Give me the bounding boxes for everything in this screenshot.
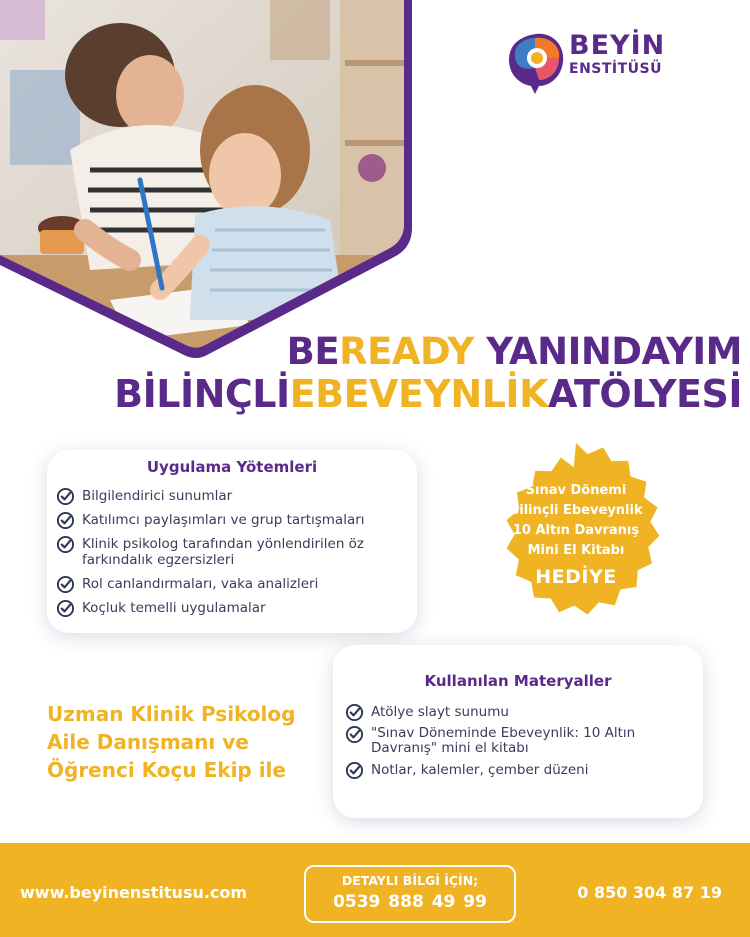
- list-item: [56, 600, 406, 616]
- gift-badge: [486, 441, 666, 621]
- list-item-text: Notlar, kalemler, çember düzeni: [371, 762, 589, 778]
- list-item: [345, 704, 690, 720]
- headline-line-2: [114, 372, 742, 416]
- check-circle-icon: [56, 575, 75, 594]
- footer-bar: [0, 843, 750, 937]
- logo-subname: ENSTİTÜSÜ: [569, 61, 662, 77]
- brain-logo-icon: [505, 28, 567, 94]
- expert-team-text: [47, 700, 295, 784]
- gift-line: Sınav Dönemi: [525, 483, 627, 498]
- check-circle-icon: [56, 511, 75, 530]
- gift-line: Bilinçli Ebeveynlik: [509, 503, 643, 518]
- website-link[interactable]: www.beyinenstitusu.com: [20, 883, 248, 902]
- gift-label: HEDİYE: [535, 566, 617, 588]
- headline-yanindayim: YANINDAYIM: [473, 330, 742, 373]
- list-item-text: Katılımcı paylaşımları ve grup tartışmaları: [82, 512, 365, 528]
- list-item-text: Rol canlandırmaları, vaka analizleri: [82, 576, 319, 592]
- headline-atolyesi: ATÖLYESİ: [548, 372, 742, 416]
- materials-list: [345, 704, 690, 784]
- headline-be: BE: [286, 330, 340, 373]
- materials-card: [333, 645, 703, 818]
- gift-line: 10 Altın Davranış: [512, 523, 640, 538]
- check-circle-icon: [56, 535, 75, 554]
- check-circle-icon: [56, 487, 75, 506]
- check-circle-icon: [345, 761, 364, 780]
- list-item: [56, 576, 406, 592]
- footer-phone[interactable]: 0 850 304 87 19: [577, 883, 722, 902]
- gift-line: Mini El Kitabı: [527, 543, 625, 558]
- headline-ready: READY: [339, 330, 474, 373]
- contact-box: [304, 865, 516, 923]
- list-item: [345, 762, 690, 778]
- check-circle-icon: [345, 703, 364, 722]
- hero-illustration: [0, 0, 420, 365]
- list-item-text: Atölye slayt sunumu: [371, 704, 509, 720]
- logo-name: BEYİN: [569, 30, 666, 61]
- list-item-text: Koçluk temelli uygulamalar: [82, 600, 266, 616]
- materials-title: Kullanılan Materyaller: [424, 672, 612, 690]
- brand-logo: [505, 28, 680, 94]
- list-item: [56, 536, 406, 568]
- check-circle-icon: [345, 725, 364, 744]
- list-item: [56, 512, 406, 528]
- headline-line-1: [287, 330, 742, 373]
- methods-list: [56, 488, 406, 624]
- expert-line: Aile Danışmanı ve: [47, 730, 249, 754]
- methods-title: Uygulama Yötemleri: [146, 458, 318, 476]
- check-circle-icon: [56, 599, 75, 618]
- list-item: [56, 488, 406, 504]
- expert-line: Uzman Klinik Psikolog: [47, 702, 296, 726]
- list-item: [345, 726, 690, 756]
- contact-phone[interactable]: 0539 888 49 99: [333, 892, 487, 912]
- list-item-text: Klinik psikolog tarafından yönlendirilen öz farkındalık egzersizleri: [82, 536, 365, 568]
- methods-card: [47, 450, 417, 633]
- headline-bilincli: BİLİNÇLİ: [114, 372, 290, 416]
- expert-line: Öğrenci Koçu Ekip ile: [47, 758, 286, 782]
- list-item-text: "Sınav Döneminde Ebeveynlik: 10 Altın Davranış" mini el kitabı: [371, 725, 636, 756]
- contact-label: DETAYLI BİLGİ İÇİN;: [341, 873, 479, 888]
- hero-photo: [0, 0, 420, 365]
- list-item-text: Bilgilendirici sunumlar: [82, 488, 233, 504]
- headline-ebeveynlik: EBEVEYNLİK: [289, 372, 549, 416]
